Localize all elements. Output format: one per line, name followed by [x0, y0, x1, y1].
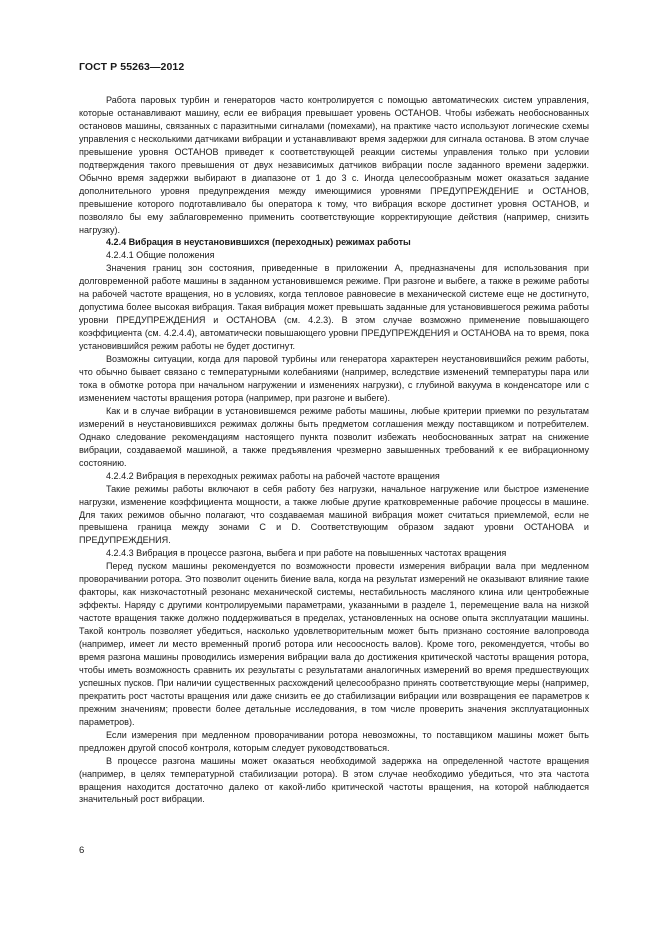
subsection-title-4-2-4-2: 4.2.4.2 Вибрация в переходных режимах работы на рабочей частоте вращения	[106, 470, 440, 481]
paragraph-alternative-control: Если измерения при медленном проворачивании ротора невозможны, то поставщиком машины может быть предложен другой способ контроля, которым следует руководствоваться.	[79, 729, 589, 753]
standard-designation: ГОСТ Р 55263—2012	[79, 61, 185, 73]
paragraph-zone-boundaries: Значения границ зон состояния, приведенные в приложении А, предназначены для использования при долговременной работе машины в заданном установившемся режиме. При разгоне и выбеге, а также в режиме работы на рабочей частоте вращения, но в условиях, когда тепловое равновесие в механической системе еще не достигнуто, допустима более высокая вибрация. Такая вибрация может превышать заданные для установившегося режима работы уровни ПРЕДУПРЕЖДЕНИЯ и ОСТАНОВА (см. 4.2.3). В этом случае возможно применение повышающего коэффициента (см. 4.2.4.4), автоматически повышающего уровни ПРЕДУПРЕЖДЕНИЯ и ОСТАНОВА на то время, пока установившийся режим работы не будет достигнут.	[79, 263, 589, 352]
paragraph-transient-modes: Такие режимы работы включают в себя работу без нагрузки, начальное нагружение или быстрое изменение нагрузки, изменение коэффициента мощности, а также любые другие кратковременные рабочие процессы в машине. Для таких режимов обычно полагают, что создаваемая машиной вибрация может считаться приемлемой, если не превышена граница между зонами С и D. Соответствующим образом задают уровни ОСТАНОВА и ПРЕДУПРЕЖДЕНИЯ.	[79, 483, 589, 546]
page-body	[79, 94, 589, 806]
paragraph-startup-delay: В процессе разгона машины может оказаться необходимой задержка на определенной частоте вращения (например, в целях температурной стабилизации ротора). В этом случае необходимо убедиться, что эта частота вращения находится достаточно далеко от какой-либо критической частоты вращения, на которой наблюдается значительный рост вибрации.	[79, 755, 589, 805]
paragraph-transient-situations: Возможны ситуации, когда для паровой турбины или генератора характерен неустановившийся режим работы, что обычно бывает связано с температурными колебаниями (например, вследствие изменений температуры пара или тока в обмотке ротора при начальном нагружении и изменениях нагрузки), с глубиной вакуума в конденсаторе или с изменением частоты вращения ротора (например, при разгоне и выбеге).	[79, 354, 589, 403]
section-heading-4-2-4: 4.2.4 Вибрация в неустановившихся (переходных) режимах работы	[106, 237, 411, 248]
paragraph-startup-measurements: Перед пуском машины рекомендуется по возможности провести измерения вибрации вала при медленном проворачивании ротора. Это позволит оценить биение вала, когда на результат измерений не оказывают влияние такие факторы, как низкочастотный резонанс механической системы, нестабильность масляного клина или центробежные эффекты. Наряду с другими контролируемыми параметрами, указанными в разделе 1, перемещение вала на низкой частоте вращения также должно поддерживаться в пределах, установленных на основе опыта эксплуатации машины. Такой контроль позволяет убедиться, насколько удовлетворительным может быть признано состояние валопровода (например, имеет ли место временный прогиб ротора или несоосность валов). Кроме того, рекомендуется, чтобы во время разгона машины проводились измерения вибрации вала до достижения критической частоты вращения ротора, чтобы иметь возможность сравнить их результаты с результатами аналогичных измерений во время предшествующих успешных пусков. При наличии существенных расхождений целесообразно принять соответствующие меры (например, прекратить рост частоты вращения или даже снизить ее до стабилизации вибрации или возвращения ее параметров к прежним значениям; провести более детальные исследования, в том числе проверить значения эксплуатационных параметров).	[79, 561, 589, 727]
page-number: 6	[79, 845, 85, 856]
subsection-title-4-2-4-3: 4.2.4.3 Вибрация в процессе разгона, выбега и при работе на повышенных частотах вращения	[106, 548, 507, 559]
paragraph-control-systems: Работа паровых турбин и генераторов часто контролируется с помощью автоматических систем управления, которые останавливают машину, если ее вибрация превышает уровень ОСТАНОВ. Чтобы избежать необоснованных остановов машины, связанных с паразитными сигналами (помехами), на практике часто используют логические схемы управления с несколькими датчиками вибрации и устанавливают время задержки для сигнала останова. В этом случае превышение уровня ОСТАНОВ приведет к соответствующей реакции системы управления только при условии подтверждения такого превышения от двух независимых датчиков вибрации после заданного времени задержки. Обычно время задержки выбирают в диапазоне от 1 до 3 с. Иногда целесообразным может оказаться задание дополнительного уровня предупреждения между имеющимися уровнями ПРЕДУПРЕЖДЕНИЕ и ОСТАНОВ, превышение которого подготавливало бы оператора к тому, что вибрация вскоре достигнет уровня ОСТАНОВ, и позволяло бы ему заблаговременно применить соответствующие корректирующие действия (например, снизить нагрузку).	[79, 95, 589, 235]
paragraph-acceptance-criteria: Как и в случае вибрации в установившемся режиме работы машины, любые критерии приемки по результатам измерений в неустановившихся режимах должны быть предметом соглашения между поставщиком и потребителем. Однако следование рекомендациям настоящего пункта позволит избежать необоснованных затрат на снижение вибрации, создаваемой машиной, а также предъявления чрезмерно завышенных требований к ее вибрационному состоянию.	[79, 405, 589, 468]
subsection-title-4-2-4-1: 4.2.4.1 Общие положения	[106, 250, 215, 261]
